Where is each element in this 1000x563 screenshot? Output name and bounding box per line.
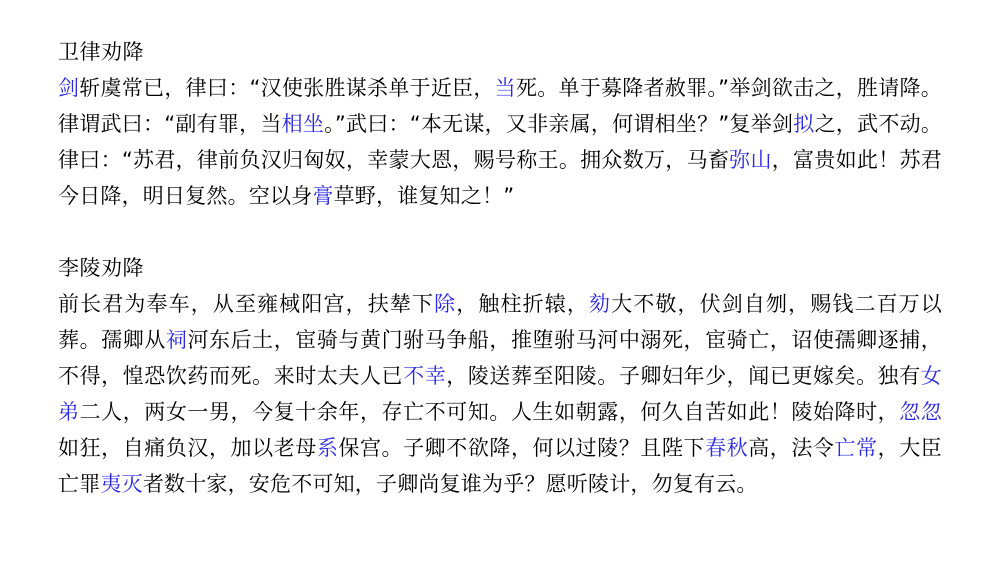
text-run: ，大臣亡罪 — [58, 436, 942, 496]
text-run: 草野，谁复知之！” — [333, 184, 515, 208]
text-run: 之，武不动。律曰：“苏君，律前负汉归匈奴，幸蒙大恩，赐号称王。拥众数万，马畜 — [58, 112, 943, 172]
text-run: ，富贵如此！苏君今日降，明日复然。空以身 — [58, 148, 942, 208]
section-body-li-ling — [58, 286, 942, 502]
text-run: 者数十家，安危不可知，子卿尚复谁为乎？愿听陵计，勿复有云。 — [142, 472, 758, 496]
text-run: 如狂，自痛负汉，加以老母 — [58, 436, 317, 460]
highlighted-term: 劾 — [588, 292, 612, 316]
highlighted-term: 剑 — [58, 76, 80, 100]
text-run: 高，法令 — [748, 436, 835, 460]
text-run: 二人，两女一男，今复十余年，存亡不可知。人生如朝露，何久自苦如此！陵始降时， — [79, 400, 900, 424]
highlighted-term: 系 — [316, 436, 339, 460]
text-run: 大不敬，伏剑自刎，赐钱二百万以葬。孺卿从 — [58, 292, 943, 352]
section-title-li-ling: 李陵劝降 — [58, 256, 144, 280]
text-run: 保宫。子卿不欲降，何以过陵？且陛下 — [338, 436, 706, 460]
text-run: 河东后土，宦骑与黄门驸马争船，推堕驸马河中溺死，宦骑亡，诏使孺卿逐捕，不得，惶恐饮药而死。来时太夫人已 — [58, 328, 943, 388]
text-run: ，陵送葬至阳陵。子卿妇年少，闻已更嫁矣。独有 — [446, 364, 921, 388]
highlighted-term: 拟 — [793, 112, 815, 136]
highlighted-term: 女弟 — [58, 364, 942, 424]
highlighted-term: 忽忽 — [899, 400, 942, 424]
highlighted-term: 不幸 — [403, 364, 447, 388]
section-li-ling — [58, 250, 942, 502]
highlighted-term: 亡常 — [834, 436, 878, 460]
section-wei-lv — [58, 34, 942, 214]
text-run: 死。单于募降者赦罪。”举剑欲击之，胜请降。律谓武曰：“副有罪，当 — [58, 76, 943, 136]
text-run: 前长君为奉车，从至雍棫阳宫，扶辇下 — [58, 292, 435, 316]
highlighted-term: 除 — [434, 292, 457, 316]
text-run: 。”武曰：“本无谋，又非亲属，何谓相坐？”复举剑 — [324, 112, 794, 136]
section-title-wei-lv: 卫律劝降 — [58, 40, 144, 64]
highlighted-term: 春秋 — [705, 436, 749, 460]
highlighted-term: 弥山 — [729, 148, 772, 172]
text-run: 斩虞常已，律曰：“汉使张胜谋杀单于近臣， — [79, 76, 495, 100]
highlighted-term: 夷灭 — [100, 472, 143, 496]
highlighted-term: 膏 — [312, 184, 334, 208]
highlighted-term: 当 — [494, 76, 516, 100]
highlighted-term: 相坐 — [281, 112, 325, 136]
text-run: ，触柱折辕， — [456, 292, 589, 316]
section-spacer — [58, 214, 942, 250]
highlighted-term: 祠 — [165, 328, 188, 352]
section-body-wei-lv — [58, 70, 942, 214]
